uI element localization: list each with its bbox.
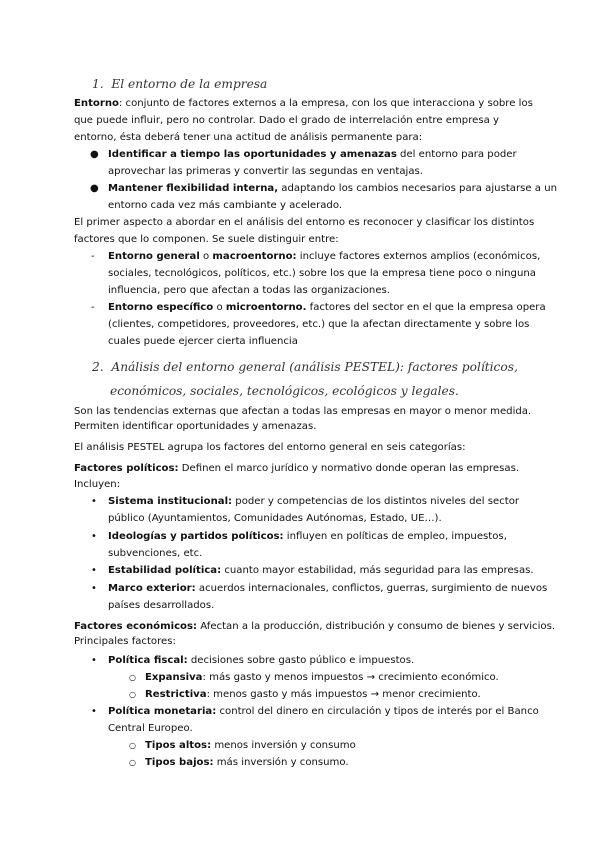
politica-fiscal: Política fiscal: decisiones sobre gasto público e impuestos. bbox=[108, 655, 415, 666]
factores-economicos-cont: Principales factores: bbox=[74, 636, 176, 647]
intro-line-3: entorno, ésta deberá tener una actitud de análisis permanente para: bbox=[74, 132, 423, 143]
dash-item-especifico-cont-1: (clientes, competidores, proveedores, etc.) que la afectan directamente y sobre los bbox=[108, 319, 530, 330]
politicos-item-4: Marco exterior: acuerdos internacionales, conflictos, guerras, surgimiento de nuevos bbox=[108, 583, 548, 594]
pestel-intro-line-1: Son las tendencias externas que afectan a todas las empresas en mayor o menor medida. bbox=[74, 406, 532, 417]
dash-item-general-cont-1: sociales, tecnológicos, políticos, etc.) sobre los que la empresa tiene poco o ninguna bbox=[108, 268, 536, 279]
bullet-dot: ● bbox=[90, 183, 99, 194]
bullet-dot: • bbox=[91, 706, 97, 717]
bullet-dot: ● bbox=[90, 149, 99, 160]
bullet-dot: • bbox=[91, 655, 97, 666]
politicos-item-2: Ideologías y partidos políticos: influyen en políticas de empleo, impuestos, bbox=[108, 531, 507, 542]
factores-politicos-cont: Incluyen: bbox=[74, 479, 121, 490]
classify-line-1: El primer aspecto a abordar en el análisis del entorno es reconocer y clasificar los distintos bbox=[74, 217, 535, 228]
politicos-item-1-cont: público (Ayuntamientos, Comunidades Autónomas, Estado, UE…). bbox=[108, 513, 442, 524]
bullet-dot: • bbox=[91, 583, 97, 594]
section-2-title-line-2: económicos, sociales, tecnológicos, ecológicos y legales. bbox=[110, 384, 459, 398]
pestel-intro-line-2: Permiten identificar oportunidades y amenazas. bbox=[74, 421, 317, 432]
dash-item-general-cont-2: influencia, pero que afectan a todas las organizaciones. bbox=[108, 285, 390, 296]
circle-marker: ○ bbox=[129, 741, 136, 750]
bullet-item-2: Mantener flexibilidad interna, adaptando los cambios necesarios para ajustarse a un bbox=[108, 183, 557, 194]
dash-marker: - bbox=[91, 302, 95, 313]
section-1-heading bbox=[92, 77, 267, 91]
politicos-item-2-cont: subvenciones, etc. bbox=[108, 548, 203, 559]
intro-line-1: Entorno: conjunto de factores externos a la empresa, con los que interacciona y sobre los bbox=[74, 98, 533, 109]
circle-marker: ○ bbox=[129, 758, 136, 767]
dash-marker: - bbox=[91, 251, 95, 262]
bullet-dot: • bbox=[91, 565, 97, 576]
section-2-heading bbox=[92, 360, 518, 374]
circle-marker: ○ bbox=[129, 690, 136, 699]
section-2-number: 2. bbox=[92, 360, 104, 374]
section-2-title-line-1: Análisis del entorno general (análisis PESTEL): factores políticos, bbox=[111, 360, 518, 374]
circle-marker: ○ bbox=[129, 673, 136, 682]
bullet-dot: • bbox=[91, 531, 97, 542]
tipos-altos: Tipos altos: menos inversión y consumo bbox=[145, 740, 356, 751]
factores-politicos-line: Factores políticos: Definen el marco jurídico y normativo donde operan las empresas. bbox=[74, 463, 520, 474]
politica-monetaria: Política monetaria: control del dinero en circulación y tipos de interés por el Banco bbox=[108, 706, 539, 717]
politica-monetaria-cont: Central Europeo. bbox=[108, 723, 193, 734]
section-1-title: El entorno de la empresa bbox=[111, 77, 268, 91]
politicos-item-3: Estabilidad política: cuanto mayor estabilidad, más seguridad para las empresas. bbox=[108, 565, 534, 576]
dash-item-general: Entorno general o macroentorno: incluye factores externos amplios (económicos, bbox=[108, 251, 541, 262]
tipos-bajos: Tipos bajos: más inversión y consumo. bbox=[145, 757, 349, 768]
entorno-term: Entorno bbox=[74, 98, 119, 109]
fiscal-restrictiva: Restrictiva: menos gasto y más impuestos → menor crecimiento. bbox=[145, 689, 481, 700]
dash-item-especifico-cont-2: cuales puede ejercer cierta influencia bbox=[108, 336, 298, 347]
dash-item-especifico: Entorno específico o microentorno. factores del sector en el que la empresa opera bbox=[108, 302, 546, 313]
bullet-item-2-cont: entorno cada vez más cambiante y acelerado. bbox=[108, 200, 343, 211]
bullet-item-1: Identificar a tiempo las oportunidades y amenazas del entorno para poder bbox=[108, 149, 517, 160]
politicos-item-4-cont: países desarrollados. bbox=[108, 600, 215, 611]
pestel-categories-line: El análisis PESTEL agrupa los factores del entorno general en seis categorías: bbox=[74, 442, 466, 453]
classify-line-2: factores que lo componen. Se suele distinguir entre: bbox=[74, 234, 339, 245]
bullet-item-1-cont: aprovechar las primeras y convertir las segundas en ventajas. bbox=[108, 166, 423, 177]
fiscal-expansiva: Expansiva: más gasto y menos impuestos → crecimiento económico. bbox=[145, 672, 499, 683]
intro-line-2: que puede influir, pero no controlar. Dado el grado de interrelación entre empresa y bbox=[74, 115, 499, 126]
factores-economicos-line: Factores económicos: Afectan a la producción, distribución y consumo de bienes y servicios. bbox=[74, 621, 556, 632]
politicos-item-1: Sistema institucional: poder y competencias de los distintos niveles del sector bbox=[108, 496, 520, 507]
section-1-number: 1. bbox=[92, 77, 104, 91]
bullet-dot: • bbox=[91, 496, 97, 507]
